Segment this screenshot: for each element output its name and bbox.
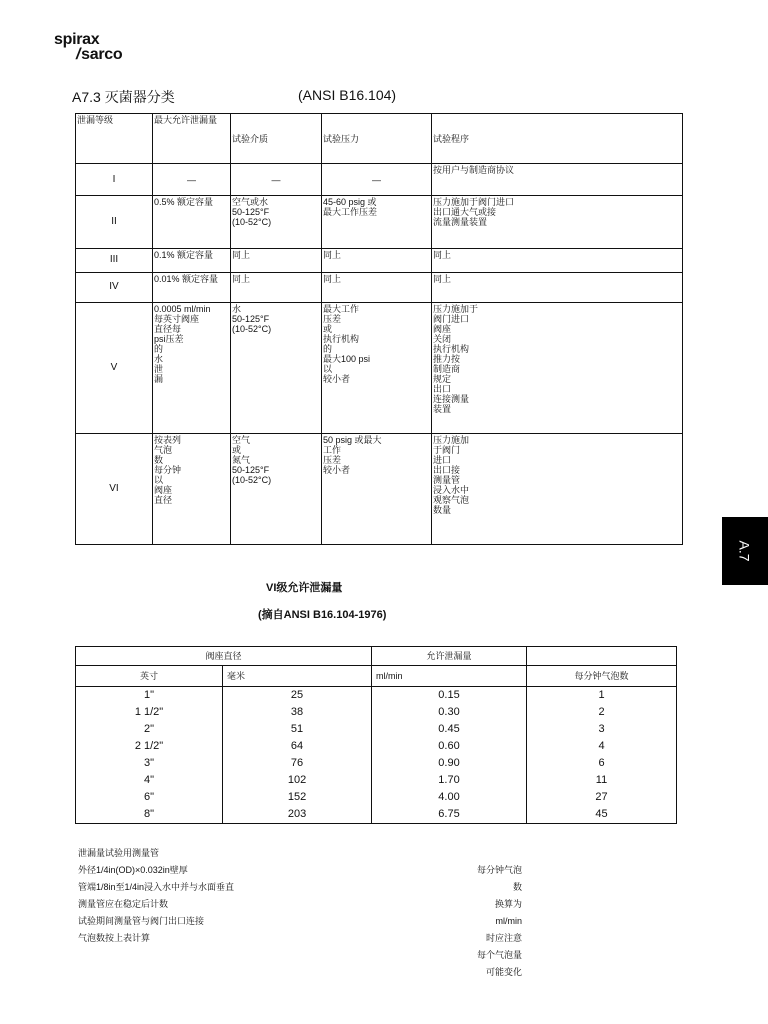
bubbles-cell: 6: [527, 755, 677, 772]
leakage-cell: 按表列 气泡 数 每分钟 以 阀座 直径: [153, 434, 231, 545]
ml-min-cell: 0.30: [372, 704, 527, 721]
class-cell: V: [76, 302, 153, 434]
bubbles-cell: 3: [527, 721, 677, 738]
inch-cell: 2": [76, 721, 223, 738]
table-row: [76, 806, 677, 824]
bubbles-cell: 1: [527, 687, 677, 705]
table-row: [76, 704, 677, 721]
pressure-cell: 50 psig 或最大 工作 压差 较小者: [322, 434, 432, 545]
bubble-table-title: VI级允许泄漏量: [266, 582, 343, 594]
leakage-cell: —: [153, 164, 231, 196]
bubble-leakage-table: [75, 646, 677, 824]
table-row: [76, 272, 683, 302]
table-header-row: [76, 666, 677, 687]
inch-cell: 1 1/2": [76, 704, 223, 721]
procedure-cell: 同上: [432, 248, 683, 272]
mm-cell: 38: [223, 704, 372, 721]
note-line: 试验期间测量管与阀门出口连接: [78, 916, 205, 926]
section-title-right: (ANSI B16.104): [298, 87, 397, 103]
group-header-right: [527, 647, 677, 666]
mm-cell: 203: [223, 806, 372, 824]
leakage-cell: 0.01% 额定容量: [153, 272, 231, 302]
inch-cell: 8": [76, 806, 223, 824]
note-line: 可能变化: [485, 967, 522, 977]
side-tab-label: A.7: [736, 540, 753, 562]
notes-left: [78, 845, 234, 947]
note-line: 气泡数按上表计算: [78, 933, 151, 943]
section-title-left: A7.3 灭菌器分类: [72, 89, 175, 105]
inch-cell: 3": [76, 755, 223, 772]
ml-min-cell: 6.75: [372, 806, 527, 824]
class-cell: II: [76, 196, 153, 248]
spirax-sarco-logo: [54, 32, 122, 62]
bubble-table-subtitle: (摘自ANSI B16.104-1976): [258, 609, 387, 621]
pressure-cell: 45-60 psig 或 最大工作压差: [322, 196, 432, 248]
note-line: 外径1/4in(OD)×0.032in壁厚: [78, 865, 188, 875]
medium-cell: 水 50-125°F (10-52°C): [231, 302, 322, 434]
note-line: 时应注意: [485, 933, 522, 943]
medium-cell: —: [231, 164, 322, 196]
logo-slash: /: [76, 46, 81, 63]
table-row: [76, 196, 683, 248]
pressure-cell: —: [322, 164, 432, 196]
medium-cell: 空气或水 50-125°F (10-52°C): [231, 196, 322, 248]
mm-cell: 152: [223, 789, 372, 806]
procedure-cell: 压力施加 于阀门 进口 出口接 测量管 浸入水中 观察气泡 数量: [432, 434, 683, 545]
ml-min-cell: 4.00: [372, 789, 527, 806]
table-row: [76, 687, 677, 705]
note-line: 换算为ml/min: [494, 899, 522, 926]
table-row: [76, 164, 683, 196]
leakage-cell: 0.0005 ml/min 每英寸阀座 直径每 psi压差 的 水 泄 漏: [153, 302, 231, 434]
note-line: 泄漏量试验用测量管: [78, 848, 160, 858]
table-row: [76, 738, 677, 755]
bubbles-cell: 45: [527, 806, 677, 824]
bubbles-cell: 27: [527, 789, 677, 806]
logo-line-1: spirax: [54, 31, 100, 48]
mm-cell: 102: [223, 772, 372, 789]
ml-min-cell: 0.15: [372, 687, 527, 705]
col-header-inch: 英寸: [76, 666, 223, 687]
class-cell: III: [76, 248, 153, 272]
table-row: [76, 721, 677, 738]
medium-cell: 空气 或 氮气 50-125°F (10-52°C): [231, 434, 322, 545]
ml-min-cell: 0.45: [372, 721, 527, 738]
group-header-seat-diameter: 阀座直径: [76, 647, 372, 666]
medium-cell: 同上: [231, 248, 322, 272]
medium-cell: 同上: [231, 272, 322, 302]
bubbles-cell: 4: [527, 738, 677, 755]
col-header-leakage: 最大允许泄漏量: [153, 114, 231, 164]
col-header-class: 泄漏等级: [76, 114, 153, 164]
note-line: 每个气泡量: [476, 950, 522, 960]
note-line: 每分钟气泡数: [476, 865, 522, 892]
table-row: [76, 772, 677, 789]
col-header-mm: 毫米: [223, 666, 372, 687]
logo-line-2-text: sarco: [81, 46, 123, 63]
pressure-cell: 同上: [322, 248, 432, 272]
table-row: [76, 789, 677, 806]
class-cell: I: [76, 164, 153, 196]
ml-min-cell: 0.60: [372, 738, 527, 755]
note-line: [470, 845, 522, 862]
table-header-row: [76, 114, 683, 164]
note-line: 管端1/8in至1/4in浸入水中并与水面垂直: [78, 882, 235, 892]
mm-cell: 25: [223, 687, 372, 705]
mm-cell: 76: [223, 755, 372, 772]
table-row: [76, 434, 683, 545]
col-header-bubbles: 每分钟气泡数: [527, 666, 677, 687]
bubbles-cell: 2: [527, 704, 677, 721]
table-row: [76, 248, 683, 272]
table-row: [76, 755, 677, 772]
procedure-cell: 压力施加于阀门进口 出口通大气或接 流量测量装置: [432, 196, 683, 248]
note-line: 测量管应在稳定后计数: [78, 899, 169, 909]
table-group-header-row: [76, 647, 677, 666]
inch-cell: 2 1/2": [76, 738, 223, 755]
mm-cell: 64: [223, 738, 372, 755]
inch-cell: 6": [76, 789, 223, 806]
inch-cell: 1": [76, 687, 223, 705]
section-side-tab: [722, 517, 768, 585]
bubbles-cell: 11: [527, 772, 677, 789]
leakage-cell: 0.1% 额定容量: [153, 248, 231, 272]
table-row: [76, 302, 683, 434]
col-header-medium: 试验介质: [231, 114, 322, 164]
ml-min-cell: 1.70: [372, 772, 527, 789]
leakage-classes-table: [75, 113, 683, 545]
leakage-cell: 0.5% 额定容量: [153, 196, 231, 248]
mm-cell: 51: [223, 721, 372, 738]
col-header-ml-min: ml/min: [372, 666, 527, 687]
notes-right: [470, 845, 522, 981]
inch-cell: 4": [76, 772, 223, 789]
pressure-cell: 最大工作 压差 或 执行机构 的 最大100 psi 以 较小者: [322, 302, 432, 434]
procedure-cell: 压力施加于 阀门进口 阀座 关闭 执行机构 推力按 制造商 规定 出口 连接测量 装置: [432, 302, 683, 434]
col-header-pressure: 试验压力: [322, 114, 432, 164]
logo-line-2: [54, 47, 122, 62]
col-header-procedure: 试验程序: [432, 114, 683, 164]
procedure-cell: 按用户与制造商协议: [432, 164, 683, 196]
pressure-cell: 同上: [322, 272, 432, 302]
class-cell: IV: [76, 272, 153, 302]
ml-min-cell: 0.90: [372, 755, 527, 772]
group-header-allowed-leakage: 允许泄漏量: [372, 647, 527, 666]
class-cell: VI: [76, 434, 153, 545]
procedure-cell: 同上: [432, 272, 683, 302]
